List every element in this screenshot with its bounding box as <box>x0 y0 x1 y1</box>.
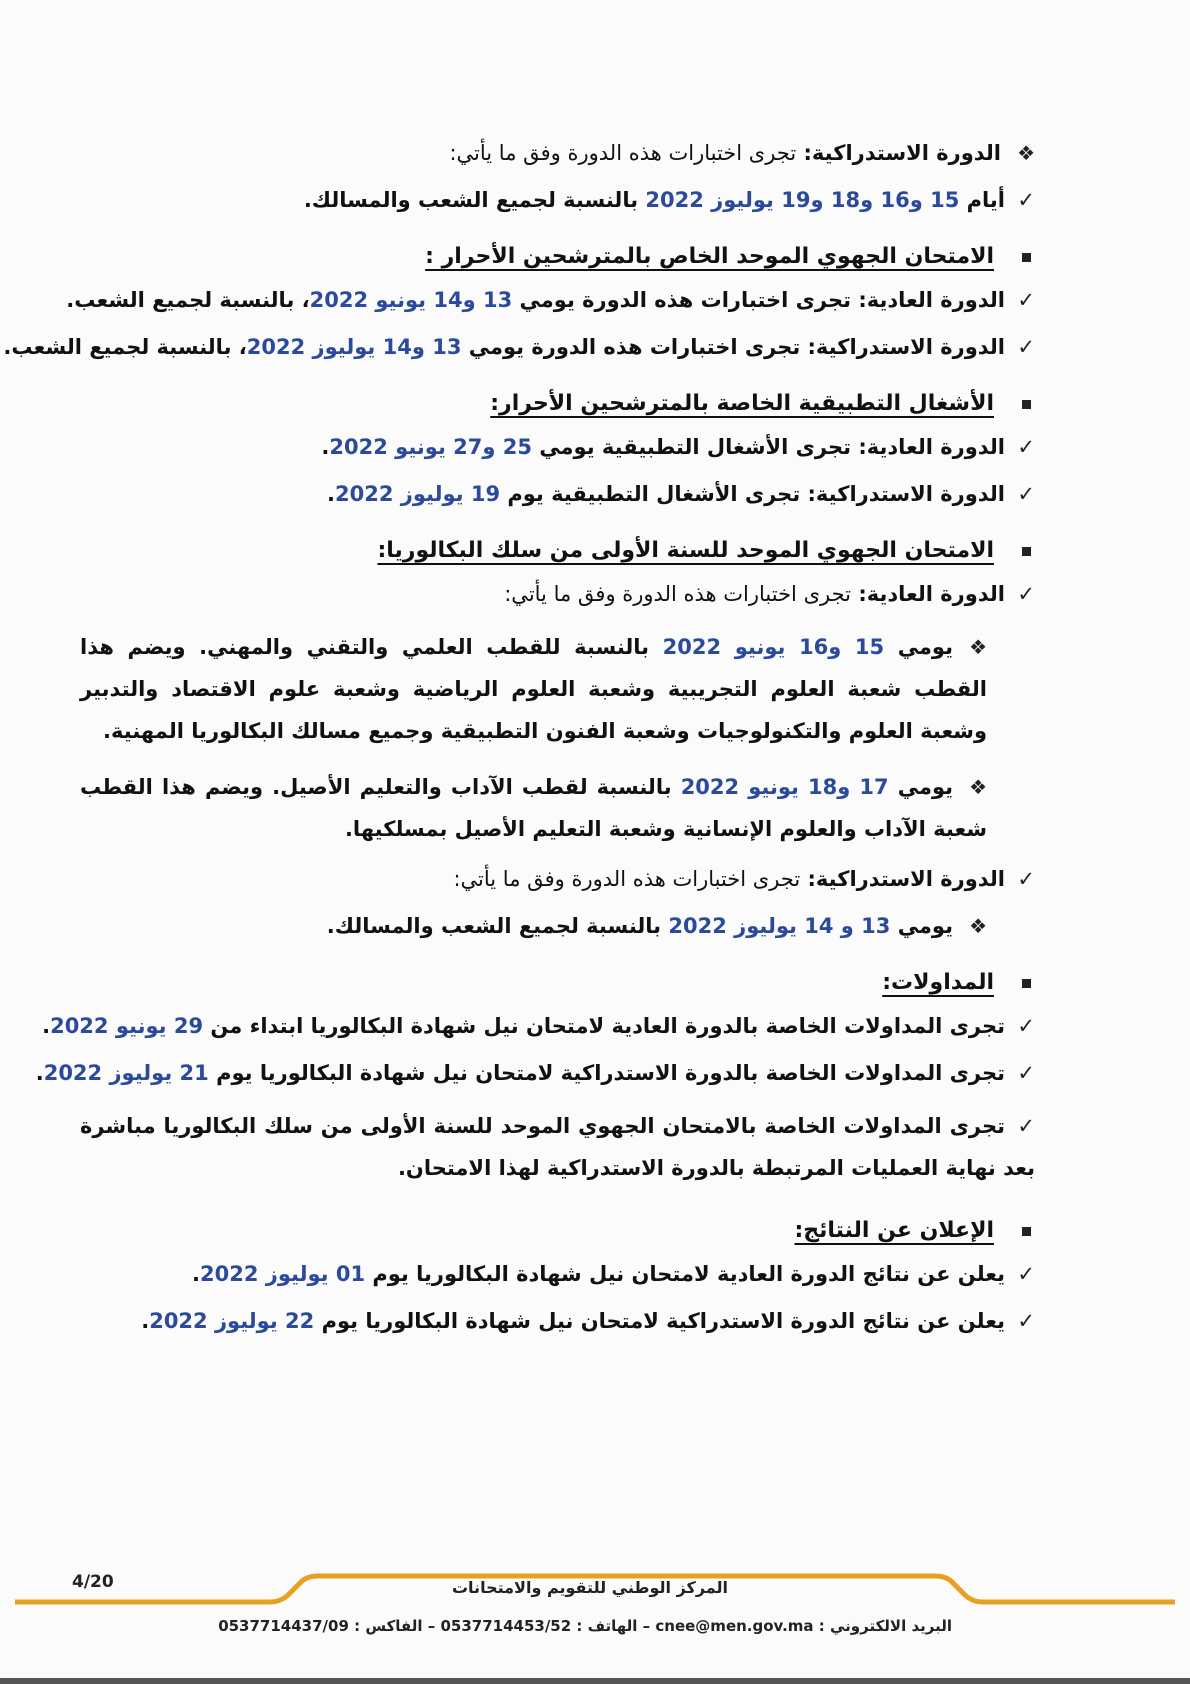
heading-text: الإعلان عن النتائج: <box>794 1218 994 1243</box>
s0-line2 <box>80 185 1035 215</box>
line-text: . <box>327 482 335 506</box>
line-text: تجرى الأشغال التطبيقية يوم <box>507 482 801 506</box>
line-text: تجرى المداولات الخاصة بالدورة الاستدراكية لامتحان نيل شهادة البكالوريا يوم <box>216 1061 1005 1085</box>
checkmark-icon: ✓ <box>1017 1061 1035 1085</box>
line-text: بالنسبة لجميع الشعب والمسالك. <box>303 188 639 212</box>
line-text: تجرى اختبارات هذه الدورة وفق ما يأتي: <box>504 582 851 606</box>
line-text: تجرى اختبارات هذه الدورة يومي <box>519 288 851 312</box>
line-text: بالنسبة للقطب العلمي والتقني والمهني. ويضم هذا القطب شعبة العلوم التجريبية وشعبة العلوم الرياضية وشعبة علوم الاقتصاد والتدبير وشعبة العلوم والتكنولوجيات وشعبة الفنون التطبيقية وجميع مسالك البكالوريا المهنية. <box>80 635 987 743</box>
line-text: . <box>42 1014 51 1038</box>
checkmark-icon: ✓ <box>1017 1262 1035 1286</box>
s1-line1 <box>66 285 1035 315</box>
square-bullet-icon <box>1022 1227 1031 1236</box>
session-label: الدورة العادية: <box>858 288 1005 312</box>
checkmark-icon: ✓ <box>1017 1114 1035 1138</box>
heading-text: الأشغال التطبيقية الخاصة بالمترشحين الأحرار: <box>490 391 994 416</box>
line-text: تجرى اختبارات هذه الدورة وفق ما يأتي: <box>453 867 801 891</box>
line-text: يعلن عن نتائج الدورة العادية لامتحان نيل شهادة البكالوريا يوم <box>372 1262 1005 1286</box>
contact-info: البريد الالكتروني : cnee@men.gov.ma – الهاتف : 0537714453/52 – الفاكس : 0537714437/09 <box>218 1617 952 1635</box>
session-label: الدورة العادية: <box>858 582 1005 606</box>
section-heading-first-year <box>80 535 1035 567</box>
checkmark-icon: ✓ <box>1017 288 1035 312</box>
s1-line2 <box>3 332 1035 362</box>
checkmark-icon: ✓ <box>1017 335 1035 359</box>
checkmark-icon: ✓ <box>1017 1309 1035 1333</box>
section-heading-practical-work <box>80 388 1035 420</box>
line-text: يومي <box>897 635 953 659</box>
checkmark-icon: ✓ <box>1017 1014 1035 1038</box>
line-text: ، بالنسبة لجميع الشعب. <box>66 288 310 312</box>
s3-line3 <box>80 911 1035 941</box>
date-highlight: 17 و18 يونيو 2022 <box>680 775 889 799</box>
s3-line1 <box>80 579 1035 609</box>
checkmark-icon: ✓ <box>1017 188 1035 212</box>
line-text: تجرى المداولات الخاصة بالامتحان الجهوي الموحد للسنة الأولى من سلك البكالوريا مباشرة بعد نهاية العمليات المرتبطة بالدورة الاستدراكية لهذا الامتحان. <box>80 1114 1035 1180</box>
checkmark-icon: ✓ <box>1017 482 1035 506</box>
scan-edge <box>0 1678 1190 1684</box>
diamond-bullet-icon: ❖ <box>969 914 987 938</box>
date-highlight: 13 و14 يوليوز 2022 <box>246 335 462 359</box>
s0-line1 <box>80 138 1035 168</box>
session-label: الدورة الاستدراكية: <box>803 141 1001 165</box>
checkmark-icon: ✓ <box>1017 435 1035 459</box>
diamond-bullet-icon: ❖ <box>1017 141 1035 165</box>
date-highlight: 29 يونيو 2022 <box>50 1014 204 1038</box>
section-heading-regional-free <box>80 241 1035 273</box>
heading-text: الامتحان الجهوي الموحد الخاص بالمترشحين الأحرار : <box>425 244 994 269</box>
page-footer <box>0 1555 1190 1655</box>
s5-line1 <box>80 1259 1035 1289</box>
date-highlight: 25 و27 يونيو 2022 <box>329 435 532 459</box>
line-text: . <box>35 1061 44 1085</box>
session-label: الدورة الاستدراكية: <box>807 482 1005 506</box>
diamond-bullet-icon: ❖ <box>969 775 988 799</box>
line-text: أيام <box>966 188 1005 212</box>
date-highlight: 15 و16 يونيو 2022 <box>662 635 885 659</box>
line-text: . <box>321 435 330 459</box>
s2-line2 <box>80 479 1035 509</box>
page-number: 4/20 <box>72 1572 114 1592</box>
date-highlight: 13 و14 يونيو 2022 <box>309 288 513 312</box>
session-label: الدورة الاستدراكية: <box>807 867 1005 891</box>
line-text: تجرى اختبارات هذه الدورة وفق ما يأتي: <box>449 141 797 165</box>
s4-line1 <box>42 1011 1035 1041</box>
line-text: يعلن عن نتائج الدورة الاستدراكية لامتحان نيل شهادة البكالوريا يوم <box>321 1309 1005 1333</box>
section-heading-results <box>80 1215 1035 1247</box>
line-text: بالنسبة لجميع الشعب والمسالك. <box>326 914 662 938</box>
square-bullet-icon <box>1022 979 1031 988</box>
square-bullet-icon <box>1022 400 1031 409</box>
square-bullet-icon <box>1022 253 1031 262</box>
line-text: بالنسبة لقطب الآداب والتعليم الأصيل. ويضم هذا القطب شعبة الآداب والعلوم الإنسانية وشعبة التعليم الأصيل بمسلكيها. <box>80 775 987 841</box>
section-heading-deliberations <box>80 967 1035 999</box>
date-highlight: 15 و16 و18 و19 يوليوز 2022 <box>645 188 960 212</box>
document-content <box>3 138 1035 1353</box>
s4-line2 <box>35 1058 1035 1088</box>
checkmark-icon: ✓ <box>1017 867 1035 891</box>
s4-paragraph3 <box>80 1105 1035 1189</box>
date-highlight: 21 يوليوز 2022 <box>43 1061 209 1085</box>
date-highlight: 22 يوليوز 2022 <box>149 1309 315 1333</box>
organization-name: المركز الوطني للتقويم والامتحانات <box>451 1578 729 1597</box>
line-text: . <box>141 1309 150 1333</box>
date-highlight: 01 يوليوز 2022 <box>199 1262 366 1286</box>
s2-line1 <box>80 432 1035 462</box>
session-label: الدورة الاستدراكية: <box>807 335 1005 359</box>
line-text: تجرى الأشغال التطبيقية يومي <box>539 435 851 459</box>
line-text: يومي <box>897 914 953 938</box>
square-bullet-icon <box>1022 547 1031 556</box>
heading-text: الامتحان الجهوي الموحد للسنة الأولى من سلك البكالوريا: <box>377 538 994 563</box>
s3-line2 <box>80 864 1035 894</box>
date-highlight: 19 يوليوز 2022 <box>334 482 501 506</box>
s3-paragraph1 <box>80 626 1035 752</box>
checkmark-icon: ✓ <box>1017 582 1035 606</box>
line-text: ، بالنسبة لجميع الشعب. <box>3 335 247 359</box>
footer-decoration <box>0 1555 1190 1655</box>
line-text: تجرى المداولات الخاصة بالدورة العادية لامتحان نيل شهادة البكالوريا ابتداء من <box>210 1014 1005 1038</box>
heading-text: المداولات: <box>882 970 994 995</box>
s3-paragraph2 <box>80 766 1035 850</box>
s5-line2 <box>80 1306 1035 1336</box>
diamond-bullet-icon: ❖ <box>969 635 987 659</box>
line-text: تجرى اختبارات هذه الدورة يومي <box>468 335 801 359</box>
line-text: يومي <box>897 775 954 799</box>
line-text: . <box>192 1262 200 1286</box>
date-highlight: 13 و 14 يوليوز 2022 <box>668 914 891 938</box>
session-label: الدورة العادية: <box>858 435 1005 459</box>
